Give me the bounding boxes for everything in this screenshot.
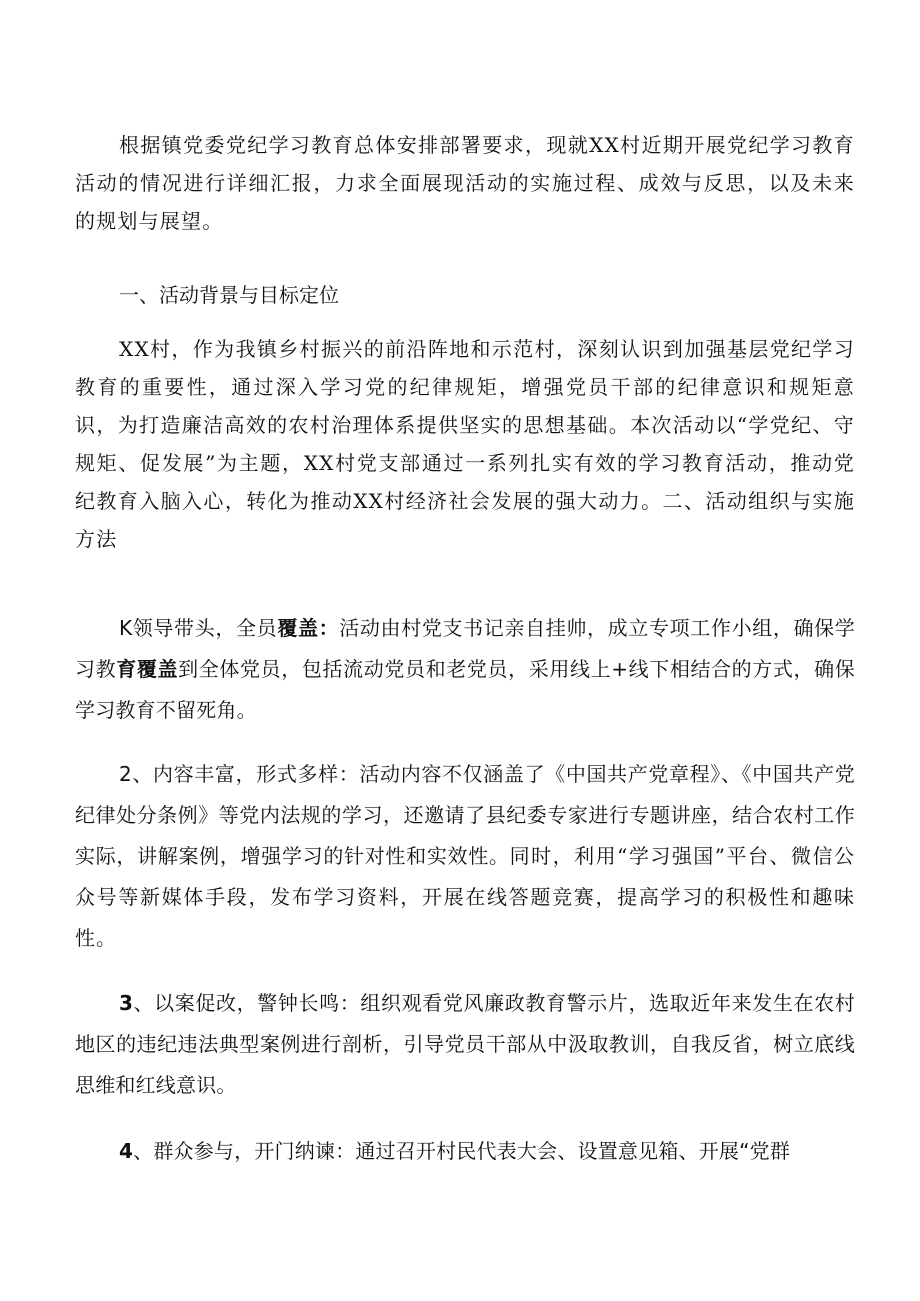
item-public-number: 4	[119, 1139, 134, 1163]
section-heading-background: 一、活动背景与目标定位	[119, 283, 339, 307]
item-leadership-text-rest: 到全体党员，包括流动党员和老党员，采用线上+线下相结合的方式，确保学习教育不留死角。	[75, 657, 855, 722]
item-public-paragraph	[75, 1131, 855, 1172]
item-leadership-paragraph	[75, 608, 855, 731]
item-case-number: 3	[119, 991, 134, 1015]
item-case-paragraph	[75, 983, 855, 1106]
item-leadership-bold-coverage: 覆盖：	[277, 616, 340, 640]
item-public-text: 、群众参与，开门纳谏：通过召开村民代表大会、设置意见箱、开展“党群	[133, 1139, 791, 1163]
item-leadership-prefix: K领导带头，全员	[119, 616, 278, 640]
item-content-paragraph	[75, 754, 855, 959]
item-leadership-bold-education: 育覆盖	[116, 657, 179, 681]
item-content-serif-text: 同时，利用“学习强国”平台、微信公众号等新媒体手段，发布学习资料，开展在线答题竞赛，提高学习的积极性和趣味性。	[75, 844, 856, 950]
item-leadership-text: 活动由村党支书记亲自挂帅，成立专项工作小组，确保学习教	[75, 616, 856, 681]
section-background-paragraph: XX村，作为我镇乡村振兴的前沿阵地和示范村，深刻认识到加强基层党纪学习教育的重要性，通过深入学习党的纪律规矩，增强党员干部的纪律意识和规矩意识，为打造廉洁高效的农村治理体系提供坚实的思想基础。本次活动以“学党纪、守规矩、促发展”为主题，XX村党支部通过一系列扎实有效的学习教育活动，推动党纪教育入脑入心，转化为推动XX村经济社会发展的强大动力。二、活动组织与实施方法	[75, 337, 855, 551]
item-content-sans-text: 2、内容丰富，形式多样：活动内容不仅涵盖了《中国共产党章程》、《中国共产党纪律处分条例》等党内法规的学习，还邀请了县纪委专家进行专题讲座，结合农村工作实际，讲解案例，增强学习的针对性和实效性。	[75, 762, 855, 868]
intro-paragraph: 根据镇党委党纪学习教育总体安排部署要求，现就XX村近期开展党纪学习教育活动的情况进行详细汇报，力求全面展现活动的实施过程、成效与反思，以及未来的规划与展望。	[75, 133, 855, 233]
item-case-text: 、以案促改，警钟长鸣：组织观看党风廉政教育警示片，选取近年来发生在农村地区的违纪违法典型案例进行剖析，引导党员干部从中汲取教训，自我反省，树立底线思维和红线意识。	[75, 991, 855, 1097]
